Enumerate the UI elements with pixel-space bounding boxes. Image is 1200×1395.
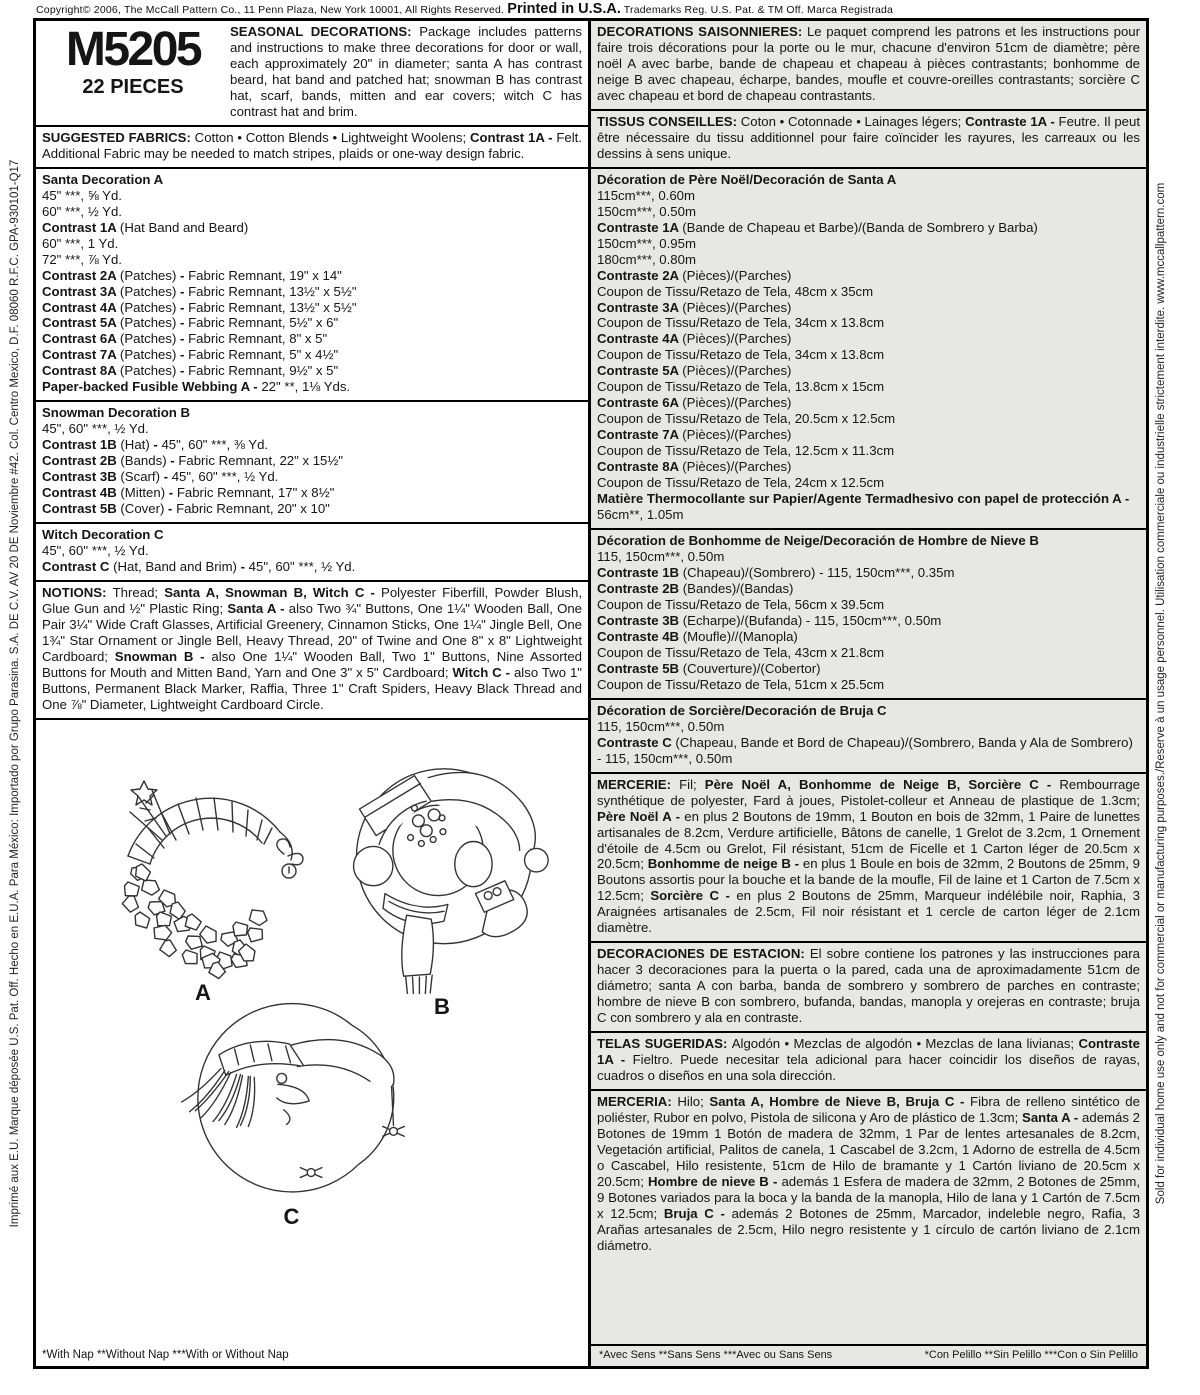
text-line: Contrast 1B (Hat) - 45", 60" ***, ⅜ Yd.	[42, 437, 269, 453]
twine-bow-and-jingle-bell	[277, 839, 303, 878]
text-line: 60" ***, 1 Yd.	[42, 235, 119, 251]
pattern-number: M5205	[65, 23, 201, 76]
text-line: Coupon de Tissu/Retazo de Tela, 34cm x 13.8cm	[597, 347, 885, 363]
text-line: Matière Thermocollante sur Papier/Agente Termadhesivo con papel de protección A - 56cm**, 1.05m	[597, 491, 1130, 523]
text-line: 150cm***, 0.95m	[597, 235, 696, 251]
illustration-label-a: A	[195, 979, 211, 1005]
star-ornament	[131, 781, 157, 805]
text-line: Contraste 1A (Bande de Chapeau et Barbe)/(Banda de Sombrero y Barba)	[597, 219, 1038, 235]
text-line: Contraste 5B (Couverture)/(Cobertor)	[597, 660, 821, 676]
metric-footnote-row	[591, 1344, 1146, 1366]
text-line: Contraste 3B (Echarpe)/(Bufanda) - 115, 150cm***, 0.50m	[597, 612, 942, 628]
text-line: Contraste 6A (Pièces)/(Parches)	[597, 395, 792, 411]
sens-footnote: *Avec Sens **Sans Sens ***Avec ou Sans Sens	[599, 1349, 833, 1361]
text-line: Paper-backed Fusible Webbing A - 22" **, 1⅛ Yds.	[42, 379, 351, 395]
witch-wreath-illustration	[164, 992, 419, 1231]
text-line: Contraste 8A (Pièces)/(Parches)	[597, 459, 792, 475]
copyright-line: Copyright© 2006, The McCall Pattern Co., 11 Penn Plaza, New York 10001, All Rights Reserved. Printed in U.S.A. Trademarks Reg. U.S. Pat. & TM Off. Marca Registrada	[36, 1, 894, 17]
right-vertical-margin	[1148, 18, 1174, 1369]
text-line: Coupon de Tissu/Retazo de Tela, 12.5cm x 11.3cm	[597, 443, 895, 459]
text-line: Contraste 2A (Pièces)/(Parches)	[597, 267, 792, 283]
text-line: Contrast 5A (Patches) - Fabric Remnant, 5½" x 6"	[42, 315, 339, 331]
illustration-label-c: C	[283, 1203, 300, 1229]
text-line: 45", 60" ***, ½ Yd.	[42, 543, 149, 559]
text-line: Décoration de Sorcière/Decoración de Bruja C	[597, 702, 887, 718]
text-line: Coupon de Tissu/Retazo de Tela, 48cm x 35cm	[597, 283, 874, 299]
santa-a-yardage	[36, 169, 588, 403]
snowman-wreath-illustration	[328, 746, 556, 1021]
text-line: Santa Decoration A	[42, 171, 164, 187]
text-line: Contrast 6A (Patches) - Fabric Remnant, 8" x 5"	[42, 331, 328, 347]
text-line: Contrast 2B (Bands) - Fabric Remnant, 22" x 15½"	[42, 453, 344, 469]
text-line: Coupon de Tissu/Retazo de Tela, 51cm x 25.5cm	[597, 676, 885, 692]
witch-c-metric-yardage	[591, 700, 1146, 774]
text-line: 45" ***, ⅝ Yd.	[42, 187, 122, 203]
text-line: Contrast 4B (Mitten) - Fabric Remnant, 17" x 8½"	[42, 485, 335, 501]
snowman-wreath-drawing	[328, 746, 556, 994]
pelillo-footnote: *Con Pelillo **Sin Pelillo ***Con o Sin Pelillo	[924, 1349, 1138, 1361]
french-notions: MERCERIE: Fil; Père Noël A, Bonhomme de Neige B, Sorcière C - Rembourrage synthétique de polyester, Fard à joues, Pistolet-colleur et Anneau de plastique de 1.3cm; Père Noël A - en plus 2 Boutons de 19mm, 1 Bouton en bois de 32mm, 1 Paire de lunettes artisanales de 8.2cm, Verdure artificielle, Bâtons de canelle, 1 Grelot de 3.2cm, 1 Ornement d'étoile de 4.5cm ou Grelot, Fil résistant, 51cm de Ficelle et 1 Carton léger de 20.5cm x 20.5cm; Bonhomme de neige B - en plus 1 Boule en bois de 32mm, 2 Boutons de 25mm, 9 Boutons assortis pour la bouche et la bande de la moufle, Fil de laine et 1 Carton de 7.5cm x 12.5cm; Sorcière C - en plus 2 Boutons de 25mm, Marqueur indélébile noir, Raphia, 3 Araignées artisanales de 2.5cm, Fil noir résistant et 1 cercle de carton léger de 2.1cm diamètre.	[591, 774, 1146, 944]
text-line: Witch Decoration C	[42, 527, 164, 543]
text-line: 72" ***, ⅞ Yd.	[42, 251, 122, 267]
santa-a-metric-yardage	[591, 169, 1146, 530]
text-line: Contrast 4A (Patches) - Fabric Remnant, 13½" x 5½"	[42, 299, 357, 315]
text-line: 115, 150cm***, 0.50m	[597, 718, 725, 734]
illustration-label-b: B	[434, 993, 450, 1019]
pattern-id-block	[42, 24, 224, 120]
text-line: Snowman Decoration B	[42, 405, 191, 421]
fabric-scrap-pile	[120, 862, 270, 980]
right-vertical-text: Sold for individual home use only and not for commercial or manufacturing purposes./Reserve à un usage personnel. Utilisation commerciale ou industrielle strictement interdite. www.mccallpattern.com	[1155, 182, 1167, 1205]
text-line: Décoration de Bonhomme de Neige/Decoración de Hombre de Nieve B	[597, 533, 1039, 549]
spanish-notions: MERCERIA: Hilo; Santa A, Hombre de Nieve B, Bruja C - Fibra de relleno sintético de poliéster, Rubor en polvo, Pistola de silicona y Aro de plástico de 1.3cm; Santa A - además 2 Botones de 19mm 1 Botón de madera de 32mm, 1 Par de lentes artesanales de 8.2cm, Vegetación artificial, Palitos de canela, 1 Cascabel de 3.2cm, 1 Adorno de estrella de 4.5cm o Cascabel, Hilo resistente, 51cm de Hilo de bramante y 1 Cartón liviano de 20.5cm x 20.5cm; Hombre de nieve B - además 1 Esfera de madera de 32mm, 2 Botones de 25mm, 9 Botones variados para la boca y la banda de la manopla, Hilo de lana y 1 Cartón de 7.5cm x 12.5cm; Bruja C - además 2 Botones de 25mm, Marcador, indeleble negro, Rafia, 3 Arañas artesanales de 2.5cm, Hilo negro resistente y 1 círculo de cartón liviano de 2.1cm diámetro.	[597, 1094, 1140, 1253]
hanging-spiders	[300, 1086, 404, 1177]
text-line: Contrast 5B (Cover) - Fabric Remnant, 20" x 10"	[42, 501, 330, 517]
text-line: 60" ***, ½ Yd.	[42, 203, 122, 219]
text-line: Contrast C (Hat, Band and Brim) - 45", 60" ***, ½ Yd.	[42, 559, 356, 575]
text-line: 150cm***, 0.50m	[597, 203, 696, 219]
bottom-spacer	[591, 1259, 1146, 1344]
text-line: Contraste 1B (Chapeau)/(Sombrero) - 115, 150cm***, 0.35m	[597, 565, 955, 580]
text-line: Contraste 2B (Bandes)/(Bandas)	[597, 580, 794, 596]
text-line: Contrast 8A (Patches) - Fabric Remnant, 9½" x 5"	[42, 363, 339, 379]
suggested-fabrics: SUGGESTED FABRICS: Cotton • Cotton Blends • Lightweight Woolens; Contrast 1A - Felt. Additional Fabric may be needed to match stripes, plaids or one-way design fabric.	[36, 127, 588, 169]
spanish-description: DECORACIONES DE ESTACION: El sobre contiene los patrones y las instrucciones para hacer 3 decoraciones para la puerta o la pared, cada una de aproximadamente 51cm de diámetro; santa A con barba, banda de sombrero y sombrero de parches en contraste; hombre de nieve B con sombrero, bufanda, bandas, manopla y orejeras en contraste; bruja C con sombrero y ala en contraste.	[591, 943, 1146, 1033]
text-line: Contrast 1A (Hat Band and Beard)	[42, 219, 249, 235]
pieces-count: 22 PIECES	[82, 75, 184, 98]
text-line: 180cm***, 0.80m	[597, 251, 696, 267]
text-line: Coupon de Tissu/Retazo de Tela, 56cm x 39.5cm	[597, 596, 885, 612]
text-line: 115, 150cm***, 0.50m	[597, 549, 725, 565]
text-line: Coupon de Tissu/Retazo de Tela, 24cm x 12.5cm	[597, 475, 885, 491]
french-spanish-column	[591, 21, 1146, 1366]
text-line: Contrast 3B (Scarf) - 45", 60" ***, ½ Yd.	[42, 469, 279, 485]
text-line: Coupon de Tissu/Retazo de Tela, 34cm x 13.8cm	[597, 315, 885, 331]
text-line: 45", 60" ***, ½ Yd.	[42, 421, 149, 437]
witch-face	[277, 1073, 309, 1124]
text-line: Coupon de Tissu/Retazo de Tela, 20.5cm x 12.5cm	[597, 411, 896, 427]
snowman-b-metric-yardage	[591, 530, 1146, 700]
straw-hair	[182, 1068, 255, 1127]
santa-wreath-illustration	[94, 748, 312, 1007]
text-line: Contraste C (Chapeau, Bande et Bord de Chapeau)/(Sombrero, Banda y Ala de Sombrero) - 115, 150cm***, 0.50m	[597, 734, 1133, 766]
text-line: Contraste 4A (Pièces)/(Parches)	[597, 331, 792, 347]
notions-section: NOTIONS: Thread; Santa A, Snowman B, Witch C - Polyester Fiberfill, Powder Blush, Glue Gun and ½" Plastic Ring; Santa A - also Two ¾" Buttons, One 1¼" Wooden Ball, One Pair 3¼" Wide Craft Glasses, Artificial Greenery, Cinnamon Sticks, One 1¼" Jingle Bell, One 1¾" Star Ornament or Jingle Bell, Heavy Thread, 20" of Twine and One 8" x 8" Lightweight Cardboard; Snowman B - also One 1¼" Wooden Ball, Two 1" Buttons, Nine Assorted Buttons for Mouth and Mitten Band, Yarn and One 3" x 5" Cardboard; Witch C - also Two 1" Buttons, Permanent Black Marker, Raffia, Three 1" Craft Spiders, Heavy Black Thread and One ⅞" Diameter, Lightweight Cardboard Circle.	[36, 582, 588, 720]
text-line: Contraste 3A (Pièces)/(Parches)	[597, 299, 792, 315]
english-column	[36, 21, 591, 1366]
text-line: Contrast 7A (Patches) - Fabric Remnant, 5" x 4½"	[42, 347, 339, 363]
text-line: Contraste 7A (Pièces)/(Parches)	[597, 427, 792, 443]
illustrations-section	[36, 720, 588, 1347]
santa-wreath-drawing	[94, 748, 312, 980]
text-line: Contraste 4B (Moufle)//(Manopla)	[597, 628, 798, 644]
text-line: 115cm***, 0.60m	[597, 187, 695, 203]
nap-footnote: *With Nap **Without Nap ***With or Without Nap	[42, 1349, 289, 1361]
seasonal-description: SEASONAL DECORATIONS: Package includes patterns and instructions to make three decorations for door or wall, each approximately 20" in diameter; santa A has contrast beard, hat band and patched hat; snowman B has contrast hat, scarf, bands, mitten and ear covers; witch C has contrast hat and brim.	[230, 24, 582, 119]
header-section	[36, 21, 588, 127]
text-line: Coupon de Tissu/Retazo de Tela, 43cm x 21.8cm	[597, 644, 885, 660]
french-fabrics: TISSUS CONSEILLES: Coton • Cotonnade • Lainages légers; Contraste 1A - Feutre. Il peut être nécessaire du tissu additionnel pour faire coïncider les rayures, les carreaux ou les dessins à sens unique.	[591, 111, 1146, 169]
button-face-dots	[408, 805, 446, 846]
french-description: DECORATIONS SAISONNIERES: Le paquet comprend les patrons et les instructions pour faire trois décorations pour la porte ou le mur, chacune d'environ 51cm de diamètre; père noël A avec barbe, bande de chapeau et chapeau à pièces contrastants; bonhomme de neige B avec chapeau, écharpe, bandes, moufle et couvre-oreilles contrastants; sorcière C avec chapeau et bord de chapeau contrastants.	[591, 21, 1146, 111]
left-vertical-margin	[2, 18, 28, 1369]
spanish-fabrics: TELAS SUGERIDAS: Algodón • Mezclas de algodón • Mezclas de lana livianas; Contraste 1A - Fieltro. Puede necesitar tela adicional para hacer coincidir los diseños de rayas, cuadros o diseños en una sola dirección.	[591, 1033, 1146, 1091]
text-line: Coupon de Tissu/Retazo de Tela, 13.8cm x 15cm	[597, 379, 885, 395]
text-line: Décoration de Père Noël/Decoración de Santa A	[597, 171, 897, 187]
text-line: Contrast 3A (Patches) - Fabric Remnant, 13½" x 5½"	[42, 283, 357, 299]
witch-c-yardage	[36, 524, 588, 582]
main-panel	[33, 18, 1149, 1369]
snowman-b-yardage	[36, 402, 588, 524]
witch-hat	[219, 1039, 394, 1084]
text-line: Contraste 5A (Pièces)/(Parches)	[597, 363, 792, 379]
witch-wreath-drawing	[164, 992, 419, 1204]
text-line: Contrast 2A (Patches) - Fabric Remnant, 19" x 14"	[42, 267, 342, 283]
left-vertical-text: Imprimé aux E.U. Marque déposée U.S. Pat. Off. Hecho en E.U.A. Para México: Importado por Grupo Parasina. S.A. DE C.V. AV 20 DE Noviembre #42. Col. Centro Mexico, D.F. 08060 R.F.C. GPA-930101-Q17	[9, 159, 21, 1228]
mitten	[475, 881, 527, 937]
